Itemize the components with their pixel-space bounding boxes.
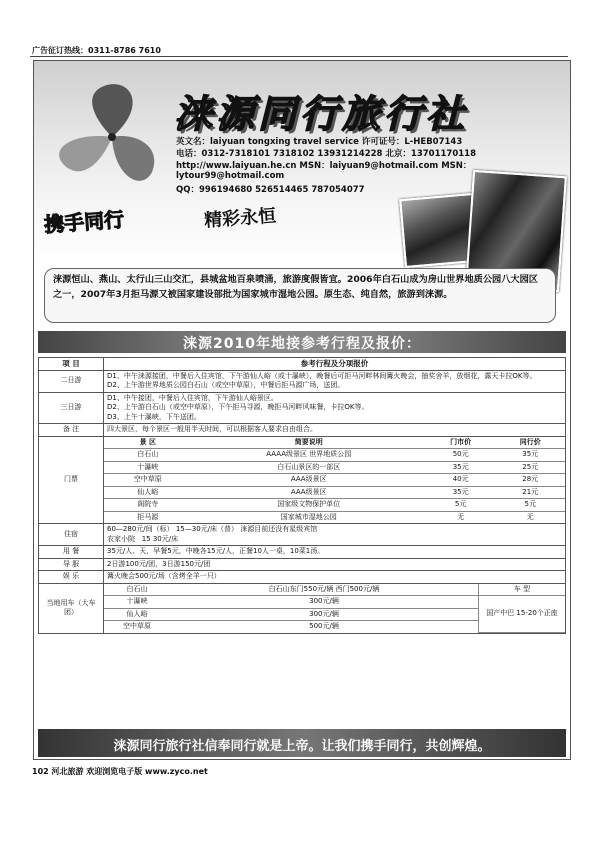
ticket-cell: 仙人峪 [104, 486, 192, 499]
ticket-cell: 无 [457, 512, 465, 521]
table-row [104, 486, 565, 499]
ticket-col-header: 景 区 [104, 437, 192, 449]
transport-price: 300元/辆 [170, 596, 479, 609]
ticket-cell: 十瀑峡 [104, 461, 192, 474]
header-divider [30, 56, 568, 57]
ticket-cell: 白石山 [104, 449, 192, 462]
entertainment-label: 娱 乐 [39, 571, 104, 584]
transport-place: 空中草原 [123, 622, 151, 630]
itinerary-line: D2、上午游世界地质公园白石山（或空中草原），中餐后拒马源广场，送团。 [107, 381, 345, 389]
banner [34, 61, 570, 266]
ticket-cell: 21元 [495, 486, 565, 499]
lodging-line: 60—280元/间（标） 15—30元/床（普） 涞源目前还没有星级宾馆 [107, 525, 318, 533]
notes-text: 四大景区，每个景区一般用半天时间，可以根据客人要求自由组合。 [104, 424, 566, 437]
ticket-table [104, 437, 565, 524]
table-row [104, 474, 565, 487]
ticket-cell: 35元 [426, 486, 496, 499]
ticket-cell: 35元 [495, 449, 565, 462]
transport-price: 300元/辆 [170, 608, 479, 621]
transport-label: 当地用车（大车团） [39, 583, 104, 634]
ticket-cell: 50元 [426, 449, 496, 462]
ticket-cell: 35元 [426, 461, 496, 474]
company-name: 涞源同行旅行社 [174, 92, 469, 136]
lodging-label: 住宿 [39, 524, 104, 546]
meals-text: 35元/人、天，早餐5元，中晚各15元/人，正餐10人一桌，10菜1汤。 [104, 546, 566, 559]
ticket-cell: 拒马源 [137, 512, 159, 521]
header-itinerary: 参考行程及分项报价 [104, 358, 566, 371]
guide-text: 2日游100元/团，3日游150元/团 [104, 558, 566, 571]
table-row [104, 449, 565, 462]
tickets-label: 门票 [39, 436, 104, 524]
notes-label: 备 注 [39, 424, 104, 437]
ticket-cell: 28元 [495, 474, 565, 487]
three-day-itinerary [104, 392, 566, 424]
page-footer: 102 河北旅游 欢迎浏览电子版 www.zyco.net [32, 767, 208, 776]
footer-slogan-bar [38, 729, 566, 757]
intro-box: 涞源恒山、燕山、太行山三山交汇，县城盆地百泉喷涌，旅游度假皆宜。2006年白石山成为房山世界地质公园八大园区之一，2007年3月拒马源又被国家建设部批为国家城市湿地公园。原生态、纯自然，旅游到涞源。 [44, 268, 556, 323]
car-type-label: 车 型 [479, 584, 566, 596]
table-row [104, 511, 565, 523]
ticket-cell: 空中草原 [104, 474, 192, 487]
ticket-cell: AAAA级景区 世界地质公园 [192, 449, 426, 462]
itinerary-line: D2、上午游白石山（或空中草原），下午拒马寻源，晚拒马河畔风味餐，卡拉OK等。 [107, 403, 369, 411]
farm-name: 农家小院 [107, 534, 135, 543]
pinwheel-logo-icon [52, 77, 172, 197]
header-item: 项 目 [39, 358, 104, 371]
tickets-cell [104, 436, 566, 524]
itinerary-line: D1、中午涞源接团，中餐后入住宾馆，下午游仙人峪（或十瀑峡），晚餐后可拒马河畔林间篝火晚会，抽奖舍羊，放烟花，露天卡拉OK等。 [107, 371, 537, 380]
advertisement-page [33, 60, 571, 760]
transport-place: 十瀑峡 [104, 596, 170, 609]
table-row [104, 584, 565, 596]
farm-price: 15 30元/床 [141, 534, 179, 543]
info-line: 电话：0312-7318101 7318102 13931214228 北京：13701170118 [176, 149, 476, 159]
ticket-cell: 5元 [426, 499, 496, 512]
ticket-cell: 5元 [495, 499, 565, 512]
price-title: 涞源2010年地接参考行程及报价： [183, 336, 421, 352]
ticket-col-header: 简要说明 [192, 437, 426, 449]
three-day-label: 三日游 [39, 392, 104, 424]
table-row [104, 499, 565, 512]
ticket-col-header: 同行价 [495, 437, 565, 449]
transport-place: 仙人峪 [104, 608, 170, 621]
entertainment-text: 篝火晚会500元/场（含烤全羊一只） [104, 571, 566, 584]
lodging-cell [104, 524, 566, 546]
transport-table [104, 584, 565, 634]
slogan-hand-in-hand: 携手同行 [43, 207, 125, 237]
farm-lodging-line [107, 535, 562, 545]
ticket-cell: AAA级景区 [192, 474, 426, 487]
guide-label: 导 服 [39, 558, 104, 571]
meals-label: 用 餐 [39, 546, 104, 559]
info-line: lytour99@hotmail.com [176, 171, 285, 181]
itinerary-line: D3、上午十瀑峡，下午送团。 [107, 412, 201, 421]
hotline-text: 广告征订热线：0311-8786 7610 [32, 46, 161, 55]
transport-cell [104, 583, 566, 634]
slogan-eternal: 精彩永恒 [203, 205, 277, 232]
ticket-cell: 25元 [495, 461, 565, 474]
ticket-cell: 国家城市湿地公园 [280, 512, 337, 521]
itinerary-line: D1、中午接团，中餐后入住宾馆，下午游仙人峪景区。 [107, 393, 278, 402]
ticket-cell: 阁院寺 [104, 499, 192, 512]
two-day-itinerary [104, 370, 566, 392]
transport-price: 500元/辆 [309, 622, 339, 630]
price-title-bar [38, 331, 566, 353]
transport-place: 白石山 [104, 584, 170, 596]
ticket-col-header: 门市价 [426, 437, 496, 449]
info-line: 英文名：laiyuan tongxing travel service 许可证号：L-HEB07143 [176, 137, 463, 147]
ticket-cell: 白石山景区的一部区 [192, 461, 426, 474]
car-type-text: 国产中巴 15-20个正座 [479, 596, 566, 633]
footer-slogan: 涞源同行旅行社信奉同行就是上帝。让我们携手同行，共创辉煌。 [113, 739, 491, 754]
two-day-label: 二日游 [39, 370, 104, 392]
info-line: QQ：996194680 526514465 787054077 [176, 185, 365, 195]
price-table [38, 357, 566, 634]
info-line: http://www.laiyuan.he.cn MSN：laiyuan9@hotmail.com MSN： [176, 161, 472, 171]
table-row [104, 461, 565, 474]
ticket-cell: 无 [526, 512, 534, 521]
ticket-cell: 40元 [426, 474, 496, 487]
table-row [104, 596, 565, 609]
transport-price: 白石山东门550元/辆 西门500元/辆 [170, 584, 479, 596]
ticket-cell: 国家级文物保护单位 [192, 499, 426, 512]
ticket-cell: AAA级景区 [192, 486, 426, 499]
